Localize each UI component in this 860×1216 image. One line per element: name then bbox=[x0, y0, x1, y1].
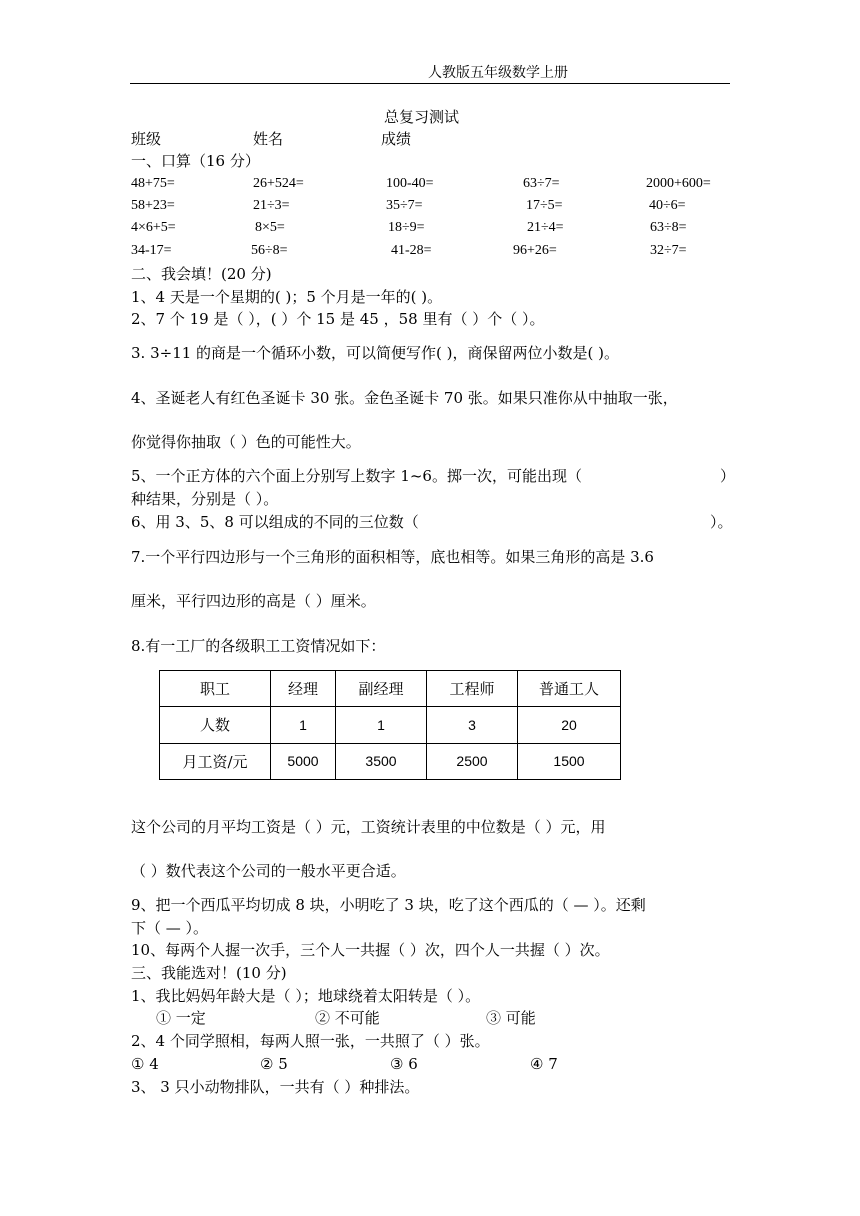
question-2-4-line2: 你觉得你抽取（ ）色的可能性大。 bbox=[131, 433, 361, 451]
page-header: 人教版五年级数学上册 bbox=[428, 65, 568, 81]
calc-item: 17÷5= bbox=[526, 198, 563, 213]
table-cell: 3500 bbox=[336, 743, 427, 779]
calc-item: 96+26= bbox=[513, 243, 557, 258]
question-2-4-line1: 4、圣诞老人有红色圣诞卡 30 张。金色圣诞卡 70 张。如果只准你从中抽取一张， bbox=[131, 389, 678, 407]
question-2-3: 3. 3÷11 的商是一个循环小数，可以简便写作( )，商保留两位小数是( )。 bbox=[131, 344, 619, 362]
table-cell: 月工资/元 bbox=[160, 743, 271, 779]
calc-item: 56÷8= bbox=[251, 243, 288, 258]
section2-title: 二、我会填！(20 分) bbox=[131, 265, 272, 283]
section1-title: 一、口算（16 分） bbox=[131, 152, 260, 170]
table-cell: 1 bbox=[271, 707, 336, 743]
question-2-7-line1: 7.一个平行四边形与一个三角形的面积相等，底也相等。如果三角形的高是 3.6 bbox=[131, 548, 654, 566]
table-cell: 3 bbox=[427, 707, 518, 743]
calc-item: 58+23= bbox=[131, 198, 175, 213]
question-3-2: 2、4 个同学照相，每两人照一张，一共照了（ ）张。 bbox=[131, 1032, 490, 1050]
table-header-cell: 职工 bbox=[160, 671, 271, 707]
question-2-5-line2: 种结果，分别是（ ）。 bbox=[131, 490, 279, 508]
question-2-1: 1、4 天是一个星期的( )；5 个月是一年的( )。 bbox=[131, 288, 443, 306]
calc-item: 100-40= bbox=[386, 176, 434, 191]
table-cell: 20 bbox=[518, 707, 621, 743]
calc-item: 26+524= bbox=[253, 176, 304, 191]
calc-item: 34-17= bbox=[131, 243, 172, 258]
table-cell: 2500 bbox=[427, 743, 518, 779]
header-divider bbox=[130, 83, 730, 84]
calc-item: 35÷7= bbox=[386, 198, 423, 213]
calc-item: 41-28= bbox=[391, 243, 432, 258]
question-2-6-close: ）。 bbox=[710, 513, 733, 531]
table-header-cell: 经理 bbox=[271, 671, 336, 707]
question-2-6: 6、用 3、5、8 可以组成的不同的三位数（ bbox=[131, 513, 419, 531]
table-cell: 人数 bbox=[160, 707, 271, 743]
class-label: 班级 bbox=[131, 130, 162, 148]
calc-item: 21÷4= bbox=[527, 220, 564, 235]
question-2-2: 2、7 个 19 是（ ），( ）个 15 是 45 ，58 里有（ ）个（ ）。 bbox=[131, 310, 545, 328]
question-2-9-line2: 下（ — ）。 bbox=[131, 919, 209, 937]
exam-title: 总复习测试 bbox=[384, 108, 460, 126]
table-header-cell: 普通工人 bbox=[518, 671, 621, 707]
table-header-cell: 工程师 bbox=[427, 671, 518, 707]
question-2-5-line1: 5、一个正方体的六个面上分别写上数字 1~6。掷一次，可能出现（ bbox=[131, 467, 582, 485]
option-item: ② 不可能 bbox=[315, 1009, 380, 1027]
option-item: ① 一定 bbox=[156, 1009, 206, 1027]
question-2-8-answer-line2: （ ）数代表这个公司的一般水平更合适。 bbox=[131, 862, 406, 880]
calc-item: 40÷6= bbox=[649, 198, 686, 213]
calc-item: 8×5= bbox=[255, 220, 285, 235]
calc-item: 32÷7= bbox=[650, 243, 687, 258]
calc-item: 63÷7= bbox=[523, 176, 560, 191]
question-2-9-line1: 9、把一个西瓜平均切成 8 块，小明吃了 3 块，吃了这个西瓜的（ — ）。还剩 bbox=[131, 896, 646, 914]
calc-item: 63÷8= bbox=[650, 220, 687, 235]
section3-title: 三、我能选对！(10 分) bbox=[131, 964, 287, 982]
option-item: ② 5 bbox=[260, 1055, 288, 1073]
question-2-5-close: ） bbox=[720, 467, 736, 485]
option-item: ④ 7 bbox=[530, 1055, 558, 1073]
table-cell: 5000 bbox=[271, 743, 336, 779]
option-item: ① 4 bbox=[131, 1055, 159, 1073]
question-2-7-line2: 厘米，平行四边形的高是（ ）厘米。 bbox=[131, 592, 376, 610]
calc-item: 4×6+5= bbox=[131, 220, 176, 235]
question-2-8-answer-line1: 这个公司的月平均工资是（ ）元，工资统计表里的中位数是（ ）元，用 bbox=[131, 818, 606, 836]
option-item: ③ 6 bbox=[390, 1055, 418, 1073]
table-cell: 1 bbox=[336, 707, 427, 743]
calc-item: 2000+600= bbox=[646, 176, 711, 191]
question-3-1: 1、我比妈妈年龄大是（ ）；地球绕着太阳转是（ ）。 bbox=[131, 987, 481, 1005]
wage-table bbox=[159, 670, 621, 780]
score-label: 成绩 bbox=[381, 130, 412, 148]
table-row bbox=[160, 743, 621, 779]
table-header-cell: 副经理 bbox=[336, 671, 427, 707]
table-header-row bbox=[160, 671, 621, 707]
table-cell: 1500 bbox=[518, 743, 621, 779]
calc-item: 18÷9= bbox=[388, 220, 425, 235]
table-row bbox=[160, 707, 621, 743]
option-item: ③ 可能 bbox=[486, 1009, 536, 1027]
question-2-10: 10、每两个人握一次手，三个人一共握（ ）次，四个人一共握（ ）次。 bbox=[131, 941, 610, 959]
calc-item: 48+75= bbox=[131, 176, 175, 191]
question-3-3: 3、 3 只小动物排队，一共有（ ）种排法。 bbox=[131, 1078, 420, 1096]
name-label: 姓名 bbox=[253, 130, 284, 148]
question-2-8: 8.有一工厂的各级职工工资情况如下： bbox=[131, 637, 386, 655]
calc-item: 21÷3= bbox=[253, 198, 290, 213]
